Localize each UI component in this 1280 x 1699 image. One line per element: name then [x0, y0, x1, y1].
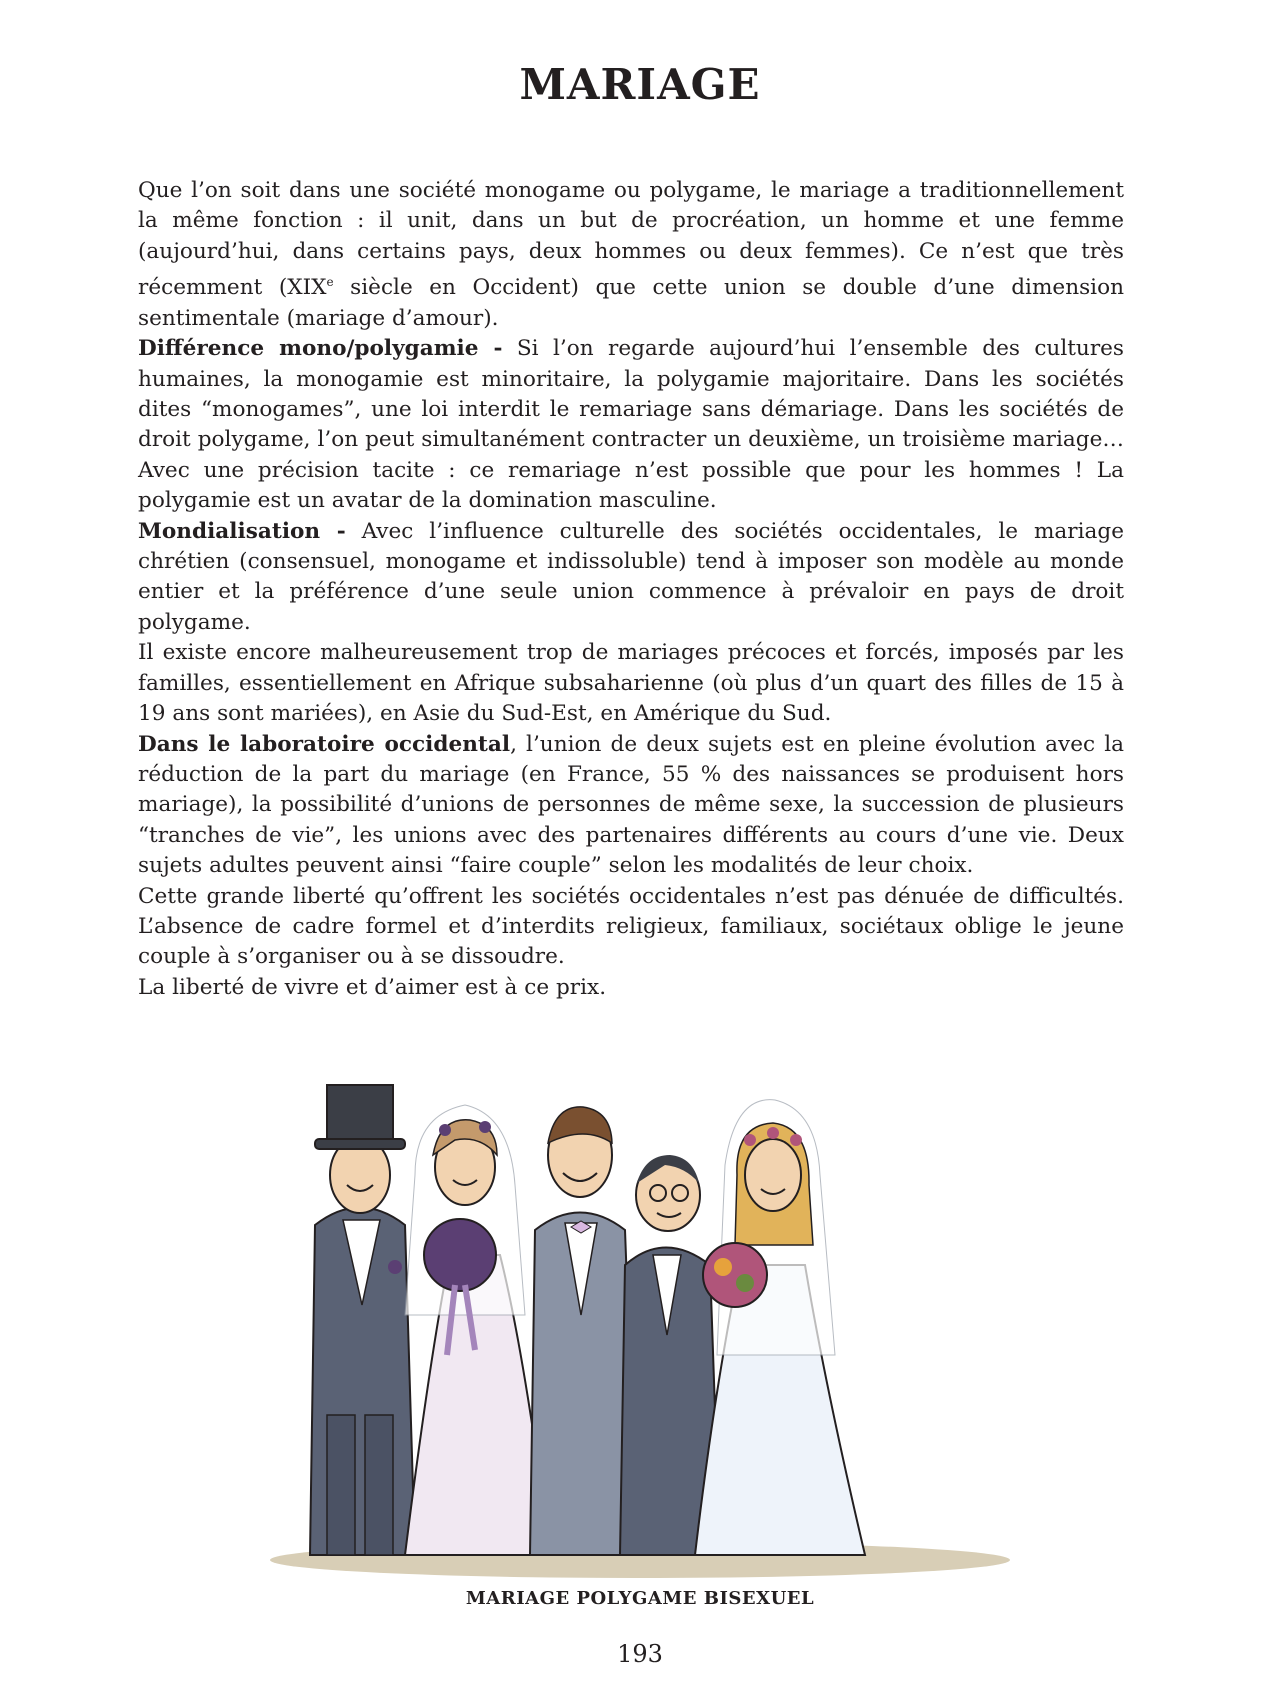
paragraph-lead: Mondialisation - — [138, 518, 346, 544]
paragraph-freedom: Cette grande liberté qu’offrent les sociétés occidentales n’est pas dénuée de difficultés. L’absence de cadre formel et d’interdits religieux, familiaux, sociétaux oblige le jeune couple à s’organiser ou à se dissoudre. — [138, 883, 1124, 970]
paragraph-globalization: Mondialisation - Avec l’influence culturelle des sociétés occidentales, le mariage chrétien (consensuel, monogame et indissoluble) tend à imposer son modèle au monde entier et la préférence d’une seule union commence à prévaloir en pays de droit polygame. — [138, 518, 1124, 635]
page-number: 193 — [617, 1640, 663, 1668]
paragraph-polygamy: Différence mono/polygamie - Si l’on regarde aujourd’hui l’ensemble des cultures humaines, la monogamie est minoritaire, la polygamie majoritaire. Dans les sociétés dites “monogames”, une loi interdit le remariage sans démariage. Dans les sociétés de droit polygame, l’on peut simultanément contracter un deuxième, un troisième mariage… Avec une précision tacite : ce remariage n’est possible que pour les hommes ! La polygamie est un avatar de la domination masculine. — [138, 336, 1124, 514]
paragraph-western-lab: Dans le laboratoire occidental, l’union de deux sujets est en pleine évolution avec la réduction de la part du mariage (en France, 55 % des naissances se produisent hors mariage), la possibilité d’unions de personnes de même sexe, la succession de plusieurs “tranches de vie”, les unions avec des partenaires différents au cours d’une vie. Deux sujets adultes peuvent ainsi “faire couple” selon les modalités de leur choix. — [138, 731, 1124, 879]
article-body — [138, 176, 1124, 1003]
paragraph-intro: Que l’on soit dans une société monogame ou polygame, le mariage a traditionnellement la même fonction : il unit, dans un but de procréation, un homme et une femme (aujourd’hui, dans certains pays, deux hommes ou deux femmes). Ce n’est que très récemment (XIXe siècle en Occident) que cette union se double d’une dimension sentimentale (mariage d’amour). — [138, 178, 1124, 331]
illustration-caption: MARIAGE POLYGAME BISEXUEL — [465, 1588, 815, 1609]
paragraph-lead: Dans le laboratoire occidental — [138, 731, 511, 757]
paragraph-forced-marriage: Il existe encore malheureusement trop de mariages précoces et forcés, imposés par les familles, essentiellement en Afrique subsaharienne (où plus d’un quart des filles de 15 à 19 ans sont mariées), en Asie du Sud-Est, en Amérique du Sud. — [138, 640, 1124, 727]
paragraph-conclusion: La liberté de vivre et d’aimer est à ce prix. — [138, 974, 607, 1000]
groom-top-hat-figure — [310, 1085, 415, 1555]
paragraph-lead: Différence mono/polygamie - — [138, 336, 503, 362]
page-title: MARIAGE — [519, 60, 761, 109]
bride-blonde-figure — [695, 1100, 865, 1555]
bride-lilac-figure — [405, 1105, 550, 1555]
wedding-illustration — [265, 1055, 1015, 1580]
